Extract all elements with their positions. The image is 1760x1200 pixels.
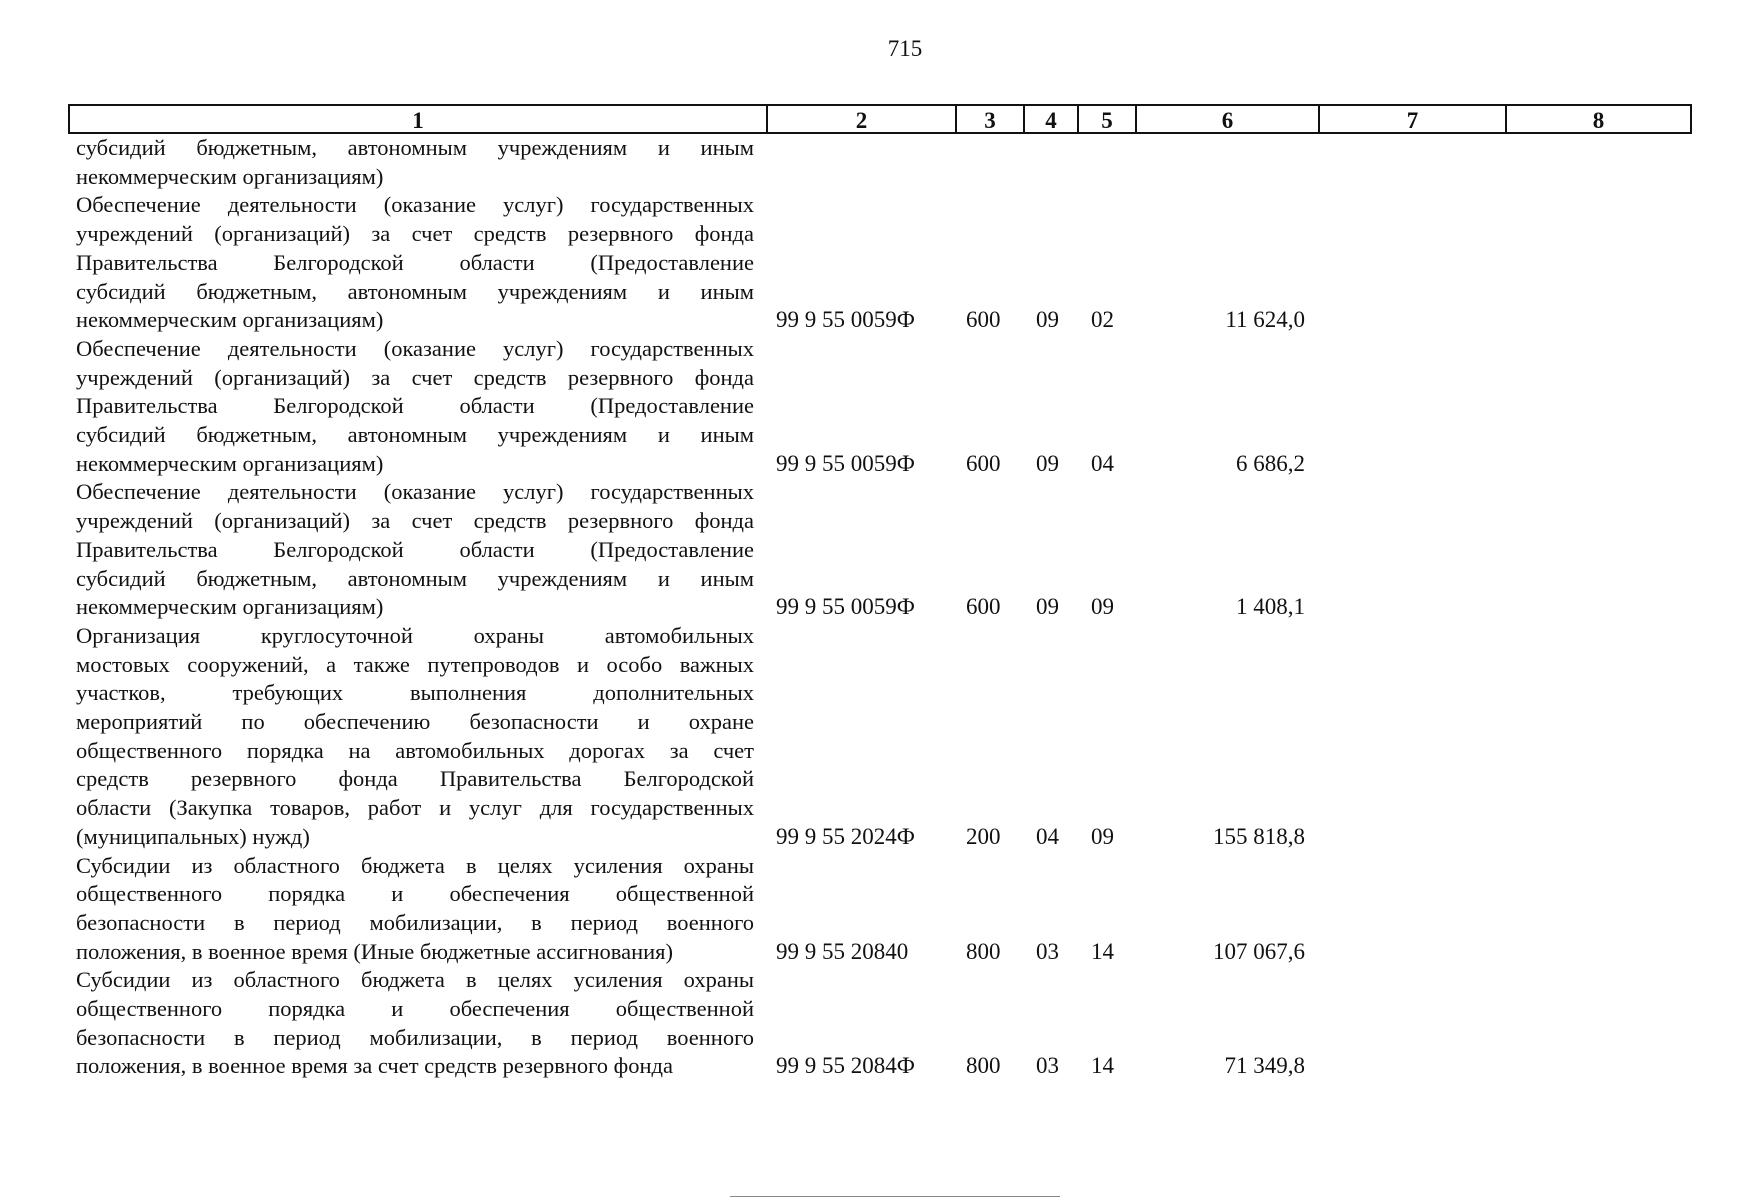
subsection-code: 02	[1091, 307, 1114, 333]
header-cell-3: 3	[957, 106, 1025, 132]
row-description	[76, 478, 754, 622]
amount: 71 349,8	[1224, 1053, 1305, 1079]
description-line: некоммерческим организациям)	[76, 594, 384, 620]
budget-code: 99 9 55 0059Ф	[776, 594, 915, 620]
row-description	[76, 191, 754, 335]
header-cell-1: 1	[70, 106, 768, 132]
description-line: положения, в военное время за счет средств резервного фонда	[76, 1053, 673, 1079]
subsection-code: 14	[1091, 938, 1114, 964]
description-line: учреждений (организаций) за счет средств резервного фонда	[76, 364, 754, 390]
expense-type: 800	[966, 1053, 1001, 1079]
description-line: области (Закупка товаров, работ и услуг для государственных	[76, 795, 754, 821]
header-cell-5: 5	[1079, 106, 1137, 132]
expense-type: 200	[966, 823, 1001, 849]
description-line: мостовых сооружений, а также путепроводов и особо важных	[76, 651, 754, 677]
description-line: положения, в военное время (Иные бюджетные ассигнования)	[76, 938, 674, 964]
description-line: Субсидии из областного бюджета в целях усиления охраны	[76, 967, 754, 993]
description-line: некоммерческим организациям)	[76, 450, 384, 476]
row-description	[76, 335, 754, 479]
description-line: безопасности в период мобилизации, в период военного	[76, 1024, 754, 1050]
budget-code: 99 9 55 2024Ф	[776, 823, 915, 849]
header-cell-7: 7	[1320, 106, 1507, 132]
description-line: (муниципальных) нужд)	[76, 823, 310, 849]
subsection-code: 14	[1091, 1053, 1114, 1079]
budget-code: 99 9 55 2084Ф	[776, 1053, 915, 1079]
page-number: 715	[887, 36, 923, 61]
description-line: некоммерческим организациям)	[76, 163, 384, 189]
description-line: мероприятий по обеспечению безопасности и охране	[76, 709, 754, 734]
description-line: общественного порядка на автомобильных дорогах за счет	[76, 737, 754, 763]
description-line: средств резервного фонда Правительства Белгородской	[76, 766, 754, 792]
amount: 1 408,1	[1236, 594, 1305, 620]
budget-code: 99 9 55 20840	[776, 938, 909, 964]
expense-type: 600	[966, 450, 1001, 476]
row-description	[76, 622, 754, 852]
description-line: Правительства Белгородской области (Предоставление	[76, 393, 754, 419]
description-line: участков, требующих выполнения дополнительных	[76, 680, 754, 706]
budget-code: 99 9 55 0059Ф	[776, 450, 915, 476]
description-line: общественного порядка и обеспечения общественной	[76, 996, 754, 1021]
description-line: субсидий бюджетным, автономным учреждениям и иным	[76, 422, 754, 447]
section-code: 09	[1036, 594, 1059, 620]
description-line: Правительства Белгородской области (Предоставление	[76, 249, 754, 275]
description-line: безопасности в период мобилизации, в период военного	[76, 909, 754, 935]
row-description	[76, 134, 754, 191]
page-bottom-rule	[730, 1196, 1060, 1197]
subsection-code: 09	[1091, 823, 1114, 849]
header-cell-2: 2	[768, 106, 957, 132]
row-description	[76, 966, 754, 1081]
section-code: 09	[1036, 450, 1059, 476]
section-code: 03	[1036, 938, 1059, 964]
description-line: субсидий бюджетным, автономным учреждениям и иным	[76, 565, 754, 591]
expense-type: 600	[966, 594, 1001, 620]
subsection-code: 09	[1091, 594, 1114, 620]
budget-code: 99 9 55 0059Ф	[776, 307, 915, 333]
description-line: Обеспечение деятельности (оказание услуг) государственных	[76, 335, 754, 361]
section-code: 04	[1036, 823, 1059, 849]
description-line: Организация круглосуточной охраны автомобильных	[76, 622, 754, 648]
amount: 11 624,0	[1225, 307, 1305, 333]
table-header	[68, 104, 1692, 134]
description-line: Обеспечение деятельности (оказание услуг) государственных	[76, 192, 754, 218]
expense-type: 800	[966, 938, 1001, 964]
row-description	[76, 852, 754, 967]
amount: 107 067,6	[1213, 938, 1305, 964]
section-code: 03	[1036, 1053, 1059, 1079]
description-line: учреждений (организаций) за счет средств резервного фонда	[76, 221, 754, 247]
description-line: общественного порядка и обеспечения общественной	[76, 881, 754, 907]
expense-type: 600	[966, 307, 1001, 333]
section-code: 09	[1036, 307, 1059, 333]
description-line: Субсидии из областного бюджета в целях усиления охраны	[76, 852, 754, 878]
amount: 155 818,8	[1213, 823, 1305, 849]
header-cell-4: 4	[1025, 106, 1079, 132]
amount: 6 686,2	[1236, 450, 1305, 476]
header-cell-6: 6	[1137, 106, 1320, 132]
description-line: учреждений (организаций) за счет средств резервного фонда	[76, 508, 754, 534]
description-line: субсидий бюджетным, автономным учреждениям и иным	[76, 135, 754, 160]
description-line: Обеспечение деятельности (оказание услуг) государственных	[76, 479, 754, 505]
header-cell-8: 8	[1592, 108, 1605, 133]
subsection-code: 04	[1091, 450, 1114, 476]
description-line: Правительства Белгородской области (Предоставление	[76, 536, 754, 562]
description-line: субсидий бюджетным, автономным учреждениям и иным	[76, 278, 754, 304]
description-line: некоммерческим организациям)	[76, 307, 384, 333]
